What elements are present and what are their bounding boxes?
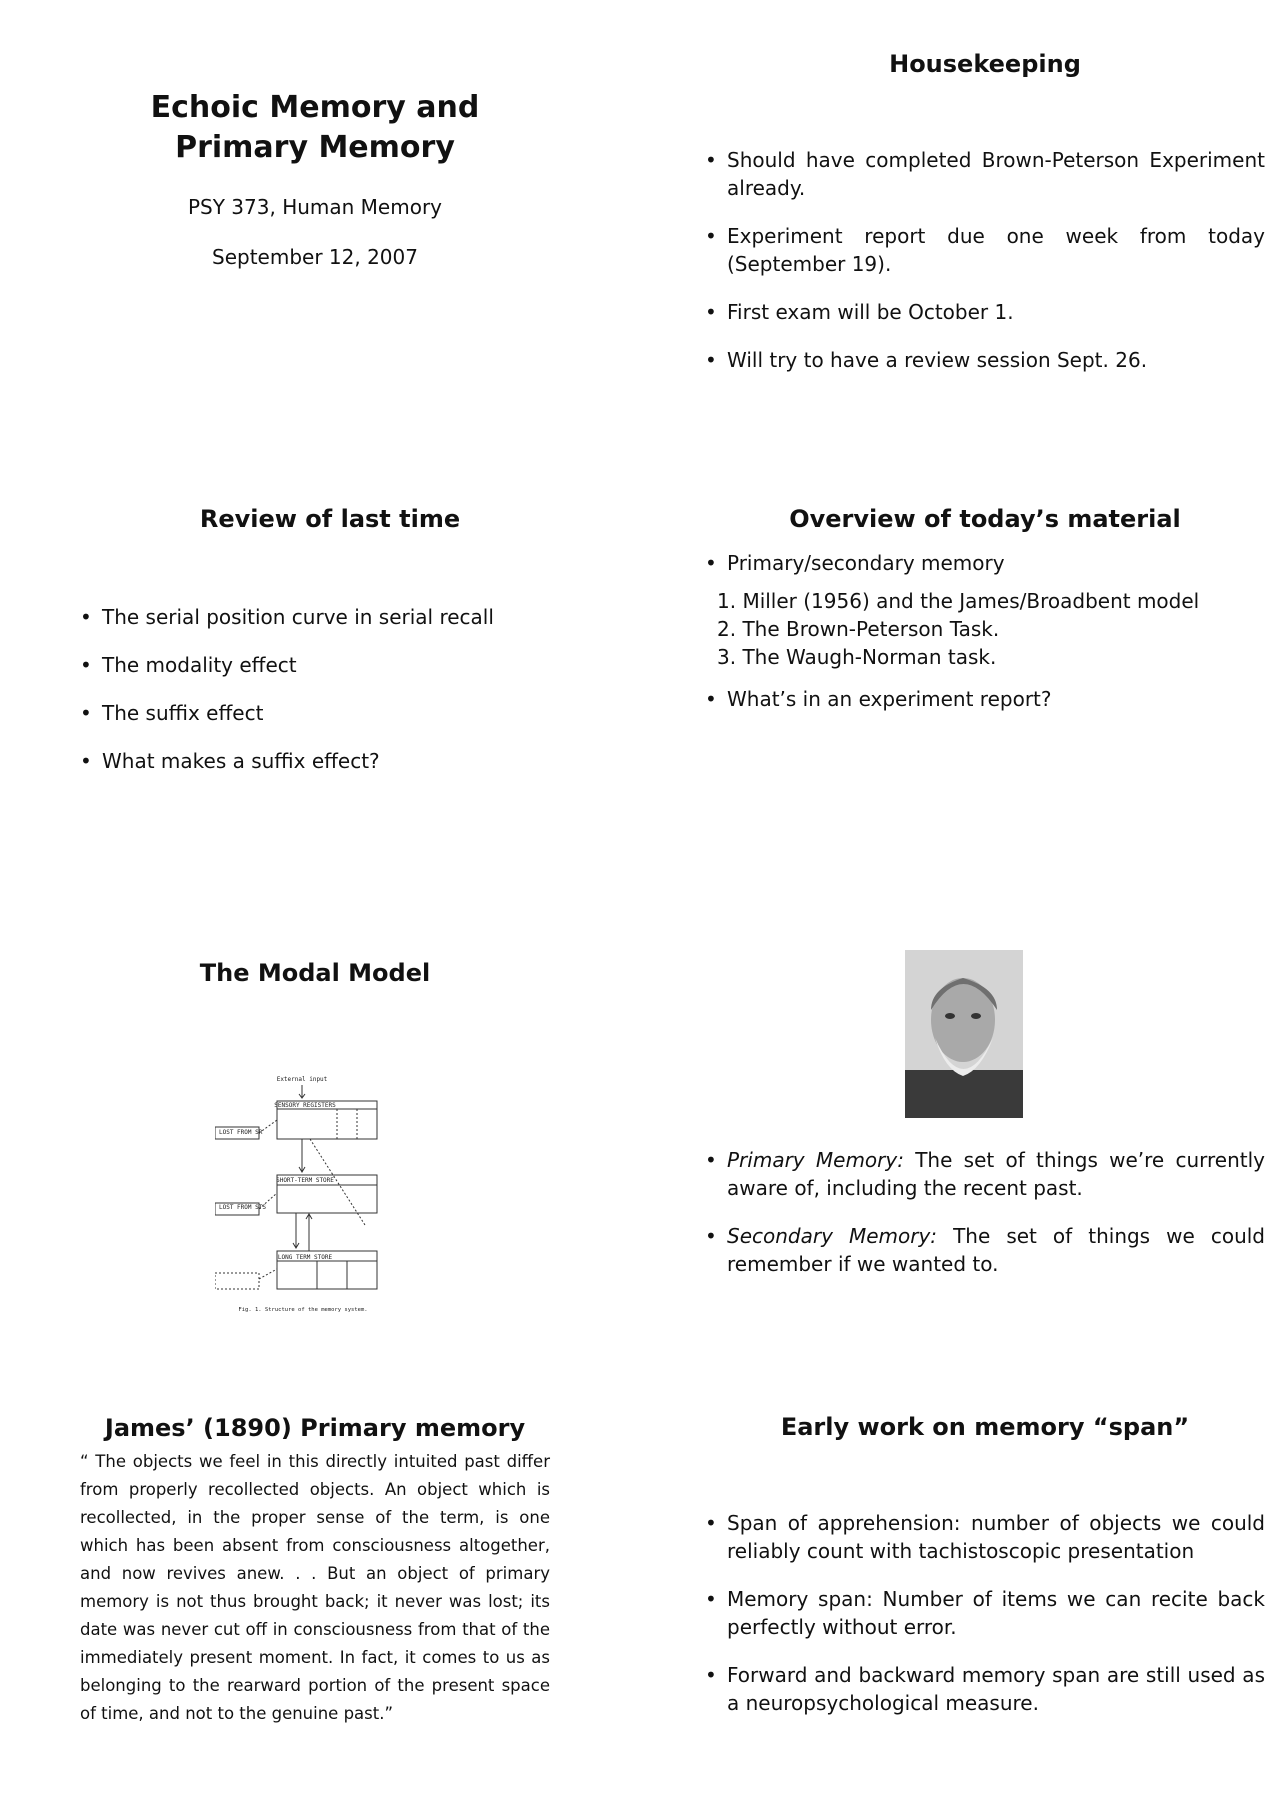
diagram-side1-label: LOST FROM SR	[219, 1129, 263, 1136]
list-item: • First exam will be October 1.	[705, 298, 1265, 326]
slide-james	[80, 1412, 550, 1728]
diagram-lost-lts-box	[215, 1273, 259, 1289]
overview-list	[705, 549, 1265, 577]
diagram-top-label: External input	[276, 1076, 328, 1083]
numbered-item: 2. The Brown-Peterson Task.	[717, 617, 1000, 641]
list-item: • What makes a suffix effect?	[80, 747, 580, 775]
list-item: • What’s in an experiment report?	[705, 685, 1265, 713]
slide-modal-model	[60, 957, 570, 989]
diagram-store2-label: SHORT-TERM STORE	[276, 1177, 334, 1184]
housekeeping-list	[705, 146, 1265, 374]
slide-title	[60, 88, 570, 270]
slide-overview	[705, 503, 1265, 733]
list-item: • Span of apprehension: number of objects we could reliably count with tachistoscopic presentation	[705, 1509, 1265, 1565]
numbered-item: 3. The Waugh-Norman task.	[717, 645, 997, 669]
secondary-memory-term: Secondary Memory:	[727, 1224, 938, 1248]
slide-title-memory-span: Early work on memory “span”	[780, 1413, 1190, 1441]
james-quote: “ The objects we feel in this directly intuited past differ from properly recollected objects. An object which is recollected, in the proper sense of the term, is one which has been absent from consciousness altogether, and now revives anew. . . But an object of primary memory is not thus brought back; it never was lost; its date was never cut off in consciousness from that of the immediately present moment. In fact, it comes to us as belonging to the rearward portion of the present space of time, and not to the genuine past.”	[80, 1452, 550, 1723]
list-item: • Will try to have a review session Sept. 26.	[705, 346, 1265, 374]
diagram-caption: Fig. 1. Structure of the memory system.	[238, 1307, 368, 1313]
slide-title-review: Review of last time	[199, 505, 461, 533]
list-item	[705, 1222, 1265, 1278]
numbered-item: 1. Miller (1956) and the James/Broadbent model	[717, 589, 1200, 613]
overview-numbered-list	[705, 587, 1265, 671]
list-item: • The modality effect	[80, 651, 580, 679]
list-item: • Primary/secondary memory	[705, 549, 1265, 577]
list-item	[705, 1146, 1265, 1202]
slide-title-modal-model: The Modal Model	[199, 959, 431, 987]
slide-title-overview: Overview of today’s material	[789, 505, 1181, 533]
list-item: • The suffix effect	[80, 699, 580, 727]
secondary-memory-definition: The set of things we could remember if we wanted to.	[727, 1224, 1266, 1276]
slide-housekeeping	[705, 48, 1265, 394]
slide-title-housekeeping: Housekeeping	[889, 50, 1081, 78]
date: September 12, 2007	[212, 245, 418, 269]
primary-memory-term: Primary Memory:	[727, 1148, 904, 1172]
list-item: • Should have completed Brown-Peterson Experiment already.	[705, 146, 1265, 202]
portrait-photo	[905, 950, 1023, 1118]
overview-list-2	[705, 685, 1265, 713]
memory-definitions-list	[705, 1146, 1265, 1278]
review-list	[80, 603, 580, 775]
memory-span-list	[705, 1509, 1265, 1717]
list-item: • Experiment report due one week from today (September 19).	[705, 222, 1265, 278]
diagram-store1-label: SENSORY REGISTERS	[274, 1102, 336, 1109]
slide-primary-secondary	[705, 1146, 1265, 1298]
slide-title-james: James’ (1890) Primary memory	[104, 1414, 526, 1442]
diagram-side2-label: LOST FROM STS	[219, 1204, 266, 1211]
slide-review	[80, 503, 580, 795]
slide-memory-span	[705, 1411, 1265, 1737]
document-title: Echoic Memory and Primary Memory	[150, 90, 480, 165]
list-item: • Forward and backward memory span are still used as a neuropsychological measure.	[705, 1661, 1265, 1717]
diagram-store3-label: LONG TERM STORE	[277, 1254, 333, 1261]
course-name: PSY 373, Human Memory	[187, 195, 443, 219]
primary-memory-definition: The set of things we’re currently aware of, including the recent past.	[727, 1148, 1265, 1200]
modal-model-diagram	[215, 1075, 385, 1315]
list-item: • Memory span: Number of items we can recite back perfectly without error.	[705, 1585, 1265, 1641]
list-item: • The serial position curve in serial recall	[80, 603, 580, 631]
